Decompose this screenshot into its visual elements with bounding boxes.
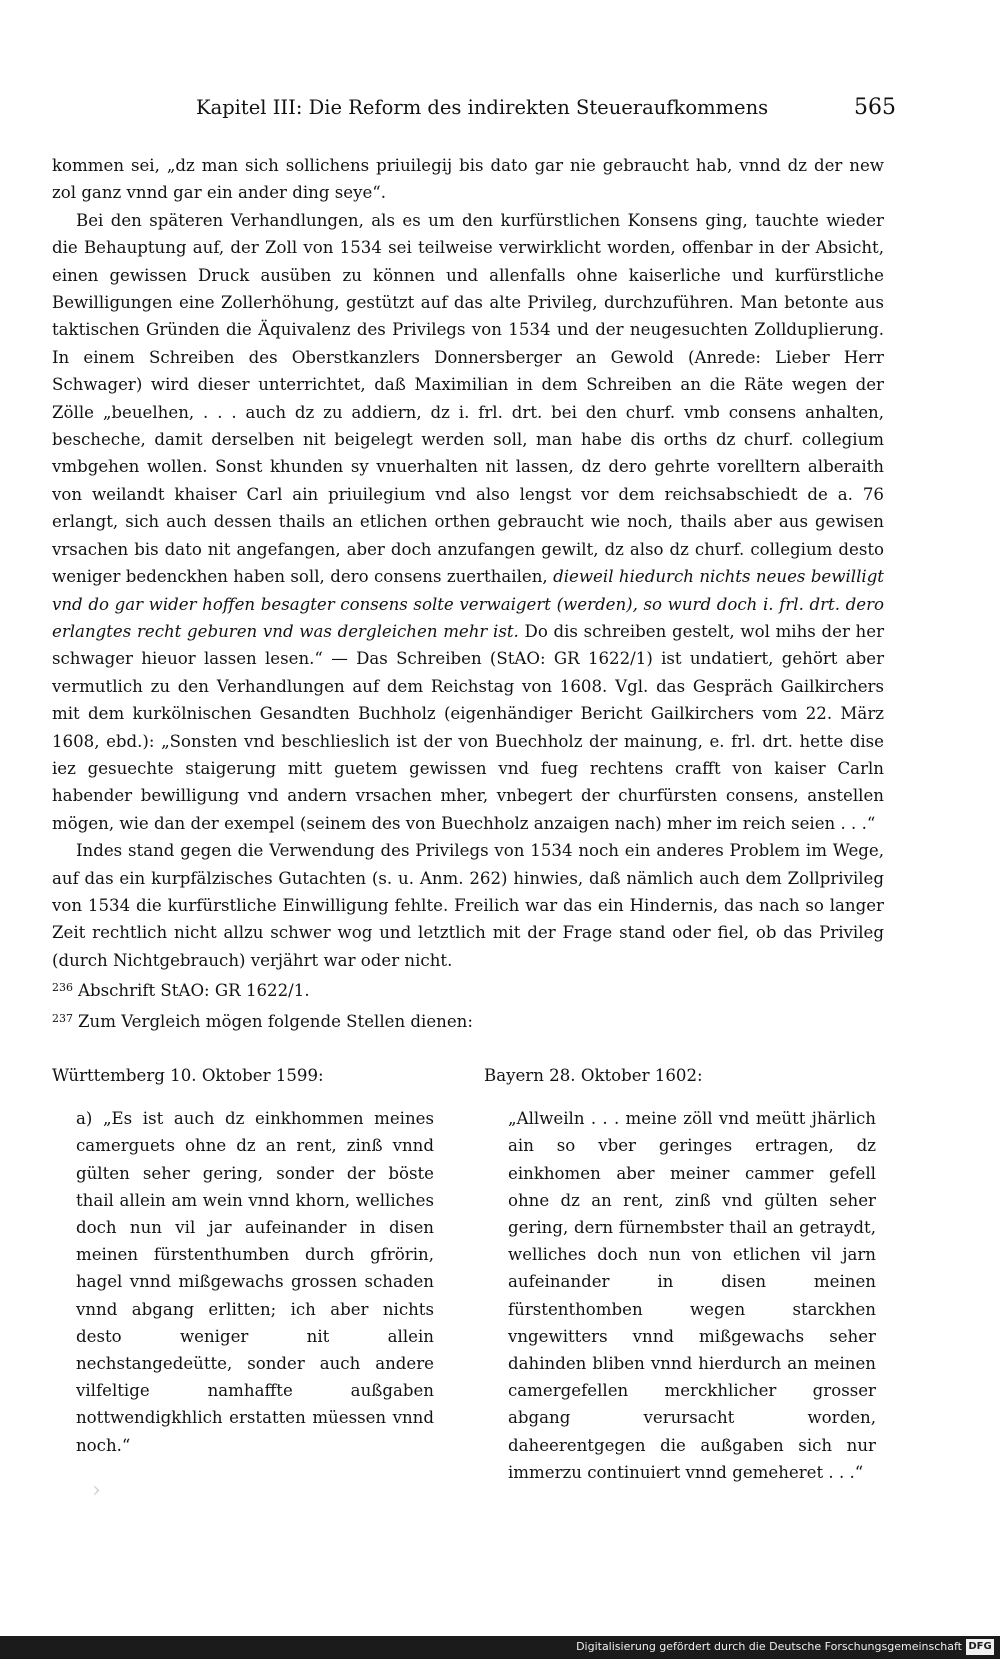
footnote-text: Zum Vergleich mögen folgende Stellen dienen: (78, 1011, 473, 1031)
page-number: 565 (854, 95, 896, 120)
column-heading: Württemberg 10. Oktober 1599: (52, 1066, 324, 1085)
main-text (52, 152, 884, 1035)
footnote-237 (52, 1005, 884, 1035)
paragraph-2-italic: dieweil hiedurch nichts neues bewilligt vnd do gar wider hoffen besagter consens solte verwaigert (werden), so wurd doch i. frl. drt. dero erlangtes recht geburen vnd was dergleichen mehr ist. (52, 567, 884, 641)
footnote-number: 237 (52, 1011, 73, 1025)
dfg-logo: DFG (966, 1639, 994, 1655)
column-wuerttemberg (52, 1062, 444, 1459)
footnote-236 (52, 974, 884, 1004)
footer-credit: Digitalisierung gefördert durch die Deutsche Forschungsgemeinschaft (576, 1640, 962, 1653)
footnote-text: Abschrift StAO: GR 1622/1. (78, 981, 310, 1001)
bleed-through-mark: › (92, 1478, 101, 1503)
digitization-footer (0, 1636, 1000, 1659)
column-bayern (484, 1062, 876, 1486)
paragraph-2 (52, 207, 884, 837)
column-heading: Bayern 28. Oktober 1602: (484, 1066, 703, 1085)
footnote-number: 236 (52, 981, 73, 995)
paragraph-2-part-a: Bei den späteren Verhandlungen, als es um den kurfürstlichen Konsens ging, tauchte wieder die Behauptung auf, der Zoll von 1534 sei teilweise verwirklicht worden, offenbar in der Absicht, einen gewissen Druck ausüben zu können und allenfalls ohne kaiserliche und kurfürstliche Bewilligungen eine Zollerhöhung, gestützt auf das alte Privileg, durchzuführen. Man betonte aus taktischen Gründen die Äquivalenz des Privilegs von 1534 und der neugesuchten Zollduplierung. In einem Schreiben des Oberstkanzlers Donnersberger an Gewold (Anrede: Lieber Herr Schwager) wird dieser unterrichtet, daß Maximilian in dem Schreiben an die Räte wegen der Zölle „beuelhen, . . . auch dz zu addiern, dz i. frl. drt. bei den churf. vmb consens anhalten, bescheche, damit derselben nit beigelegt werden soll, man habe dis orths dz churf. collegium vmbgehen wollen. Sonst khunden sy vnuerhalten nit lassen, dz dero gehrte vorelltern alberaith von weilandt khaiser Carl ain priuilegium vnd also lengst vor dem reichsabschiedt de a. 76 erlangt, sich auch dessen thails an etlichen orthen gebraucht wie noch, thails aber aus gewisen vrsachen bis dato nit angefangen, aber doch anzufangen gewilt, dz also dz churf. collegium desto weniger bedenckhen haben soll, dero consens zuerthailen, (52, 210, 884, 587)
chapter-title: Kapitel III: Die Reform des indirekten Steueraufkommens (196, 96, 769, 119)
paragraph-1: kommen sei, „dz man sich sollichens priuilegij bis dato gar nie gebraucht hab, vnnd dz der new zol ganz vnnd gar ein ander ding seye“. (52, 156, 884, 203)
paragraph-3: Indes stand gegen die Verwendung des Privilegs von 1534 noch ein anderes Problem im Wege, auf das ein kurpfälzisches Gutachten (s. u. Anm. 262) hinwies, daß nämlich auch dem Zollprivileg von 1534 die kurfürstliche Einwilligung fehlte. Freilich war das ein Hindernis, das nach so langer Zeit rechtlich nicht allzu schwer wog und letztlich mit der Frage stand oder fiel, ob das Privileg (durch Nichtgebrauch) verjährt war oder nicht. (52, 841, 884, 970)
column-quote: „Allweiln . . . meine zöll vnd meütt jhärlich ain so vber geringes ertragen, dz einkhomen aber meiner cammer gefell ohne dz an rent, zinß vnd gülten seher gering, dern fürnembster thail an getraydt, welliches doch nun von etlichen vil jarn aufeinander in disen meinen fürstenthomben wegen starckhen vngewitters vnnd mißgewachs seher dahinden bliben vnnd hierdurch an meinen camergefellen merckhlicher grosser abgang verursacht worden, daheerentgegen die außgaben sich nur immerzu continuiert vnnd gemeheret . . .“ (508, 1109, 876, 1482)
column-quote: a) „Es ist auch dz einkhommen meines camerguets ohne dz an rent, zinß vnnd gülten seher gering, sonder der böste thail allein am wein vnnd khorn, welliches doch nun vil jar aufeinander in disen meinen fürstenthumben durch gfrörin, hagel vnnd mißgewachs grossen schaden vnnd abgang erlitten; ich aber nichts desto weniger nit allein nechstangedeütte, sonder auch andere vilfeltige namhaffte außgaben nottwendigkhlich erstatten müessen vnnd noch.“ (76, 1109, 434, 1455)
paragraph-2-part-b: Do dis schreiben gestelt, wol mihs der her schwager hieuor lassen lesen.“ — Das Schreiben (StAO: GR 1622/1) ist undatiert, gehört aber vermutlich zu den Verhandlungen auf dem Reichstag von 1608. Vgl. das Gespräch Gailkirchers mit dem kurkölnischen Gesandten Buchholz (eigenhändiger Bericht Gailkirchers vom 22. März 1608, ebd.): „Sonsten vnd beschlieslich ist der von Buechholz der mainung, e. frl. drt. hette dise iez gesuechte staigerung mitt guetem gewissen vnd fueg rechtens crafft von kaiser Carln habender bewilligung vnd andern vrsachen mher, vnbegert der churfürsten consens, anstellen mögen, wie dan der exempel (seinem des von Buechholz anzaigen nach) mher im reich seien . . .“ (52, 621, 884, 833)
